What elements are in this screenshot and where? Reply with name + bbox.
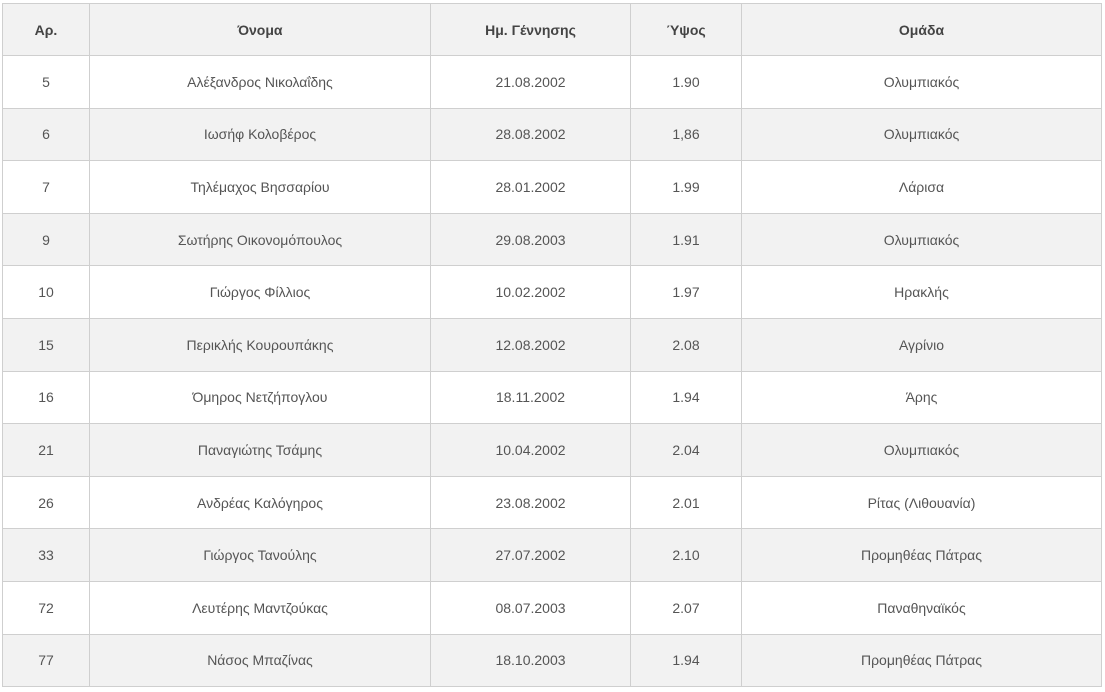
table-row <box>3 424 1102 477</box>
cell-number: 72 <box>3 581 90 634</box>
cell-name: Γιώργος Τανούλης <box>90 529 431 582</box>
cell-number: 7 <box>3 161 90 214</box>
header-height: Ύψος <box>631 4 742 56</box>
cell-birthdate: 27.07.2002 <box>431 529 631 582</box>
cell-number: 26 <box>3 476 90 529</box>
table-row <box>3 161 1102 214</box>
cell-height: 1.97 <box>631 266 742 319</box>
cell-team: Ολυμπιακός <box>742 213 1102 266</box>
cell-name: Παναγιώτης Τσάμης <box>90 424 431 477</box>
cell-number: 10 <box>3 266 90 319</box>
cell-name: Περικλής Κουρουπάκης <box>90 318 431 371</box>
cell-team: Ολυμπιακός <box>742 56 1102 109</box>
table-row <box>3 108 1102 161</box>
table-row <box>3 581 1102 634</box>
cell-number: 9 <box>3 213 90 266</box>
table-row <box>3 371 1102 424</box>
cell-number: 21 <box>3 424 90 477</box>
table-row <box>3 476 1102 529</box>
cell-height: 1,86 <box>631 108 742 161</box>
table-row <box>3 318 1102 371</box>
header-number: Αρ. <box>3 4 90 56</box>
cell-name: Τηλέμαχος Βησσαρίου <box>90 161 431 214</box>
cell-number: 15 <box>3 318 90 371</box>
cell-height: 2.07 <box>631 581 742 634</box>
cell-number: 33 <box>3 529 90 582</box>
cell-birthdate: 23.08.2002 <box>431 476 631 529</box>
cell-number: 6 <box>3 108 90 161</box>
cell-number: 16 <box>3 371 90 424</box>
cell-name: Σωτήρης Οικονομόπουλος <box>90 213 431 266</box>
cell-height: 1.90 <box>631 56 742 109</box>
table-row <box>3 529 1102 582</box>
cell-birthdate: 29.08.2003 <box>431 213 631 266</box>
cell-name: Γιώργος Φίλλιος <box>90 266 431 319</box>
cell-birthdate: 21.08.2002 <box>431 56 631 109</box>
cell-height: 2.01 <box>631 476 742 529</box>
cell-team: Αγρίνιο <box>742 318 1102 371</box>
cell-team: Ρίτας (Λιθουανία) <box>742 476 1102 529</box>
cell-height: 1.94 <box>631 634 742 687</box>
cell-name: Νάσος Μπαζίνας <box>90 634 431 687</box>
cell-team: Ολυμπιακός <box>742 424 1102 477</box>
header-team: Ομάδα <box>742 4 1102 56</box>
cell-number: 77 <box>3 634 90 687</box>
cell-team: Άρης <box>742 371 1102 424</box>
cell-birthdate: 10.04.2002 <box>431 424 631 477</box>
cell-name: Λευτέρης Μαντζούκας <box>90 581 431 634</box>
roster-table <box>2 3 1102 687</box>
table-row <box>3 56 1102 109</box>
cell-birthdate: 28.08.2002 <box>431 108 631 161</box>
table-body <box>3 56 1102 687</box>
header-birthdate: Ημ. Γέννησης <box>431 4 631 56</box>
header-name: Όνομα <box>90 4 431 56</box>
table-row <box>3 634 1102 687</box>
cell-birthdate: 08.07.2003 <box>431 581 631 634</box>
cell-name: Ανδρέας Καλόγηρος <box>90 476 431 529</box>
cell-height: 1.91 <box>631 213 742 266</box>
table-row <box>3 266 1102 319</box>
cell-number: 5 <box>3 56 90 109</box>
cell-name: Ιωσήφ Κολοβέρος <box>90 108 431 161</box>
cell-name: Αλέξανδρος Νικολαΐδης <box>90 56 431 109</box>
cell-birthdate: 10.02.2002 <box>431 266 631 319</box>
cell-birthdate: 12.08.2002 <box>431 318 631 371</box>
cell-height: 1.99 <box>631 161 742 214</box>
cell-birthdate: 18.11.2002 <box>431 371 631 424</box>
header-row <box>3 4 1102 56</box>
cell-height: 2.08 <box>631 318 742 371</box>
cell-birthdate: 18.10.2003 <box>431 634 631 687</box>
cell-birthdate: 28.01.2002 <box>431 161 631 214</box>
cell-team: Παναθηναϊκός <box>742 581 1102 634</box>
table-header <box>3 4 1102 56</box>
table-row <box>3 213 1102 266</box>
cell-height: 1.94 <box>631 371 742 424</box>
cell-team: Προμηθέας Πάτρας <box>742 529 1102 582</box>
cell-height: 2.04 <box>631 424 742 477</box>
cell-name: Όμηρος Νετζήπογλου <box>90 371 431 424</box>
cell-team: Ηρακλής <box>742 266 1102 319</box>
cell-team: Προμηθέας Πάτρας <box>742 634 1102 687</box>
cell-team: Λάρισα <box>742 161 1102 214</box>
cell-height: 2.10 <box>631 529 742 582</box>
cell-team: Ολυμπιακός <box>742 108 1102 161</box>
